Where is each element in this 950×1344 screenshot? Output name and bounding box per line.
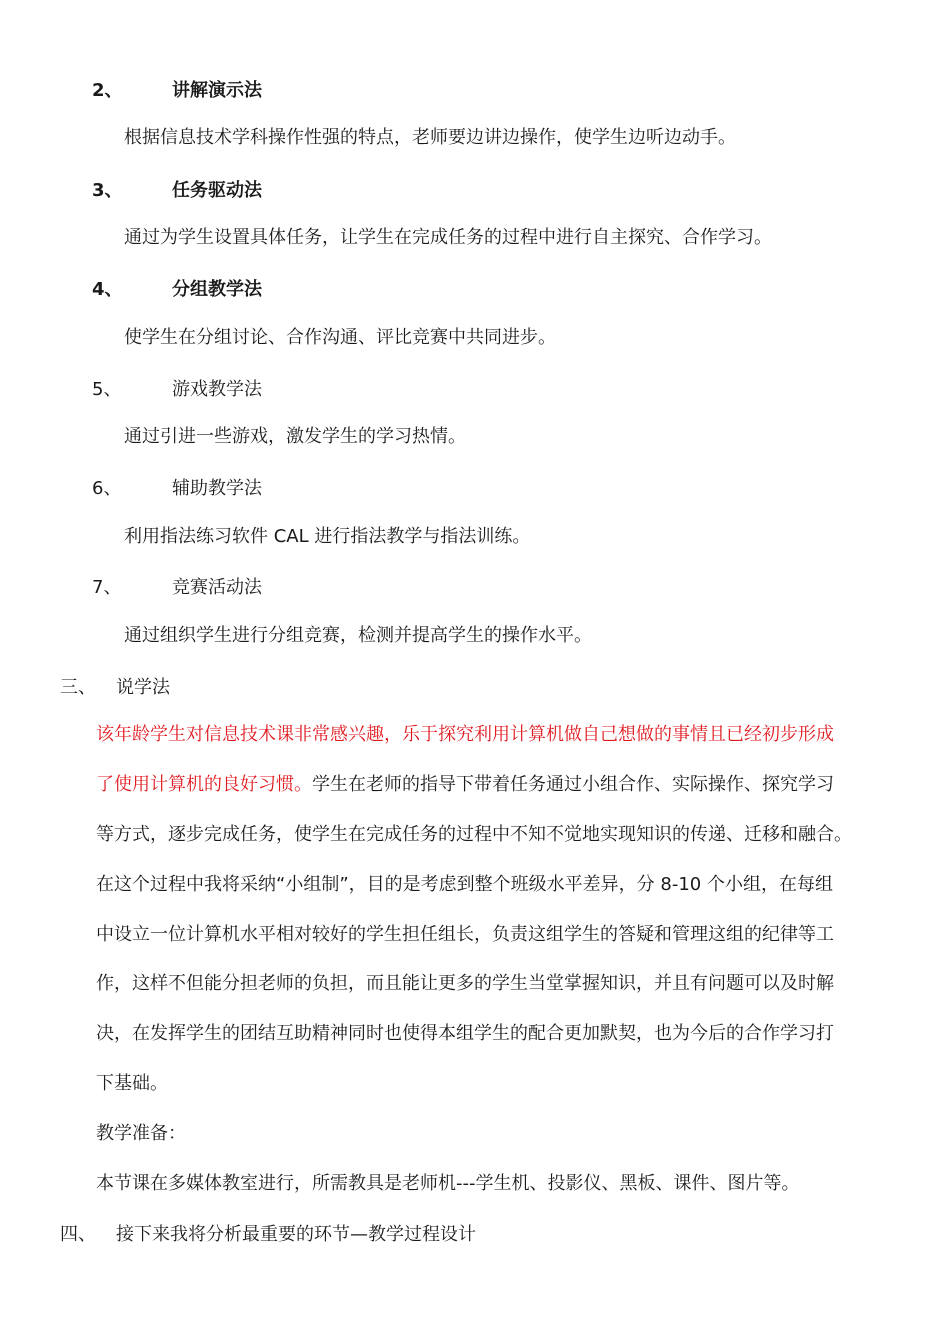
method-description: 通过引进一些游戏，激发学生的学习热情。	[124, 426, 466, 447]
method-number: 2、	[92, 80, 123, 101]
section-number: 四、	[60, 1224, 96, 1245]
method-title: 讲解演示法	[172, 80, 262, 101]
paragraph-line: 等方式，逐步完成任务，使学生在完成任务的过程中不知不觉地实现知识的传递、迁移和融合。	[96, 824, 852, 845]
paragraph-line: 在这个过程中我将采纳“小组制”，目的是考虑到整个班级水平差异，分 8-10 个小组，在每组	[96, 874, 833, 895]
highlighted-text: 了使用计算机的良好习惯。	[96, 774, 312, 795]
method-title: 分组教学法	[172, 279, 262, 300]
method-number: 6、	[92, 478, 122, 499]
method-number: 7、	[92, 577, 122, 598]
method-description: 通过组织学生进行分组竞赛，检测并提高学生的操作水平。	[124, 625, 592, 646]
method-number: 5、	[92, 379, 122, 400]
method-title: 游戏教学法	[172, 379, 262, 400]
method-title: 竞赛活动法	[172, 577, 262, 598]
method-number: 4、	[92, 279, 123, 300]
paragraph-line: 作，这样不但能分担老师的负担，而且能让更多的学生当堂掌握知识，并且有问题可以及时解	[96, 973, 834, 994]
method-title: 辅助教学法	[172, 478, 262, 499]
highlighted-text: 该年龄学生对信息技术课非常感兴趣，乐于探究利用计算机做自己想做的事情且已经初步形成	[96, 724, 834, 745]
section-title: 说学法	[116, 677, 170, 698]
prep-label: 教学准备：	[96, 1123, 186, 1144]
paragraph-line: 决，在发挥学生的团结互助精神同时也使得本组学生的配合更加默契，也为今后的合作学习打	[96, 1023, 834, 1044]
paragraph-line	[96, 772, 834, 798]
method-description: 使学生在分组讨论、合作沟通、评比竞赛中共同进步。	[124, 327, 556, 348]
section-number: 三、	[60, 677, 96, 698]
method-description: 根据信息技术学科操作性强的特点，老师要边讲边操作，使学生边听边动手。	[124, 127, 736, 148]
method-description: 通过为学生设置具体任务，让学生在完成任务的过程中进行自主探究、合作学习。	[124, 227, 772, 248]
paragraph-line: 下基础。	[96, 1073, 168, 1094]
method-title: 任务驱动法	[172, 180, 262, 201]
method-number: 3、	[92, 180, 123, 201]
paragraph-text: 学生在老师的指导下带着任务通过小组合作、实际操作、探究学习	[312, 774, 834, 795]
paragraph-line: 中设立一位计算机水平相对较好的学生担任组长，负责这组学生的答疑和管理这组的纪律等工	[96, 924, 834, 945]
section-title: 接下来我将分析最重要的环节—教学过程设计	[116, 1224, 476, 1245]
method-description: 利用指法练习软件 CAL 进行指法教学与指法训练。	[124, 526, 531, 547]
prep-text: 本节课在多媒体教室进行，所需教具是老师机---学生机、投影仪、黑板、课件、图片等。	[96, 1173, 800, 1194]
